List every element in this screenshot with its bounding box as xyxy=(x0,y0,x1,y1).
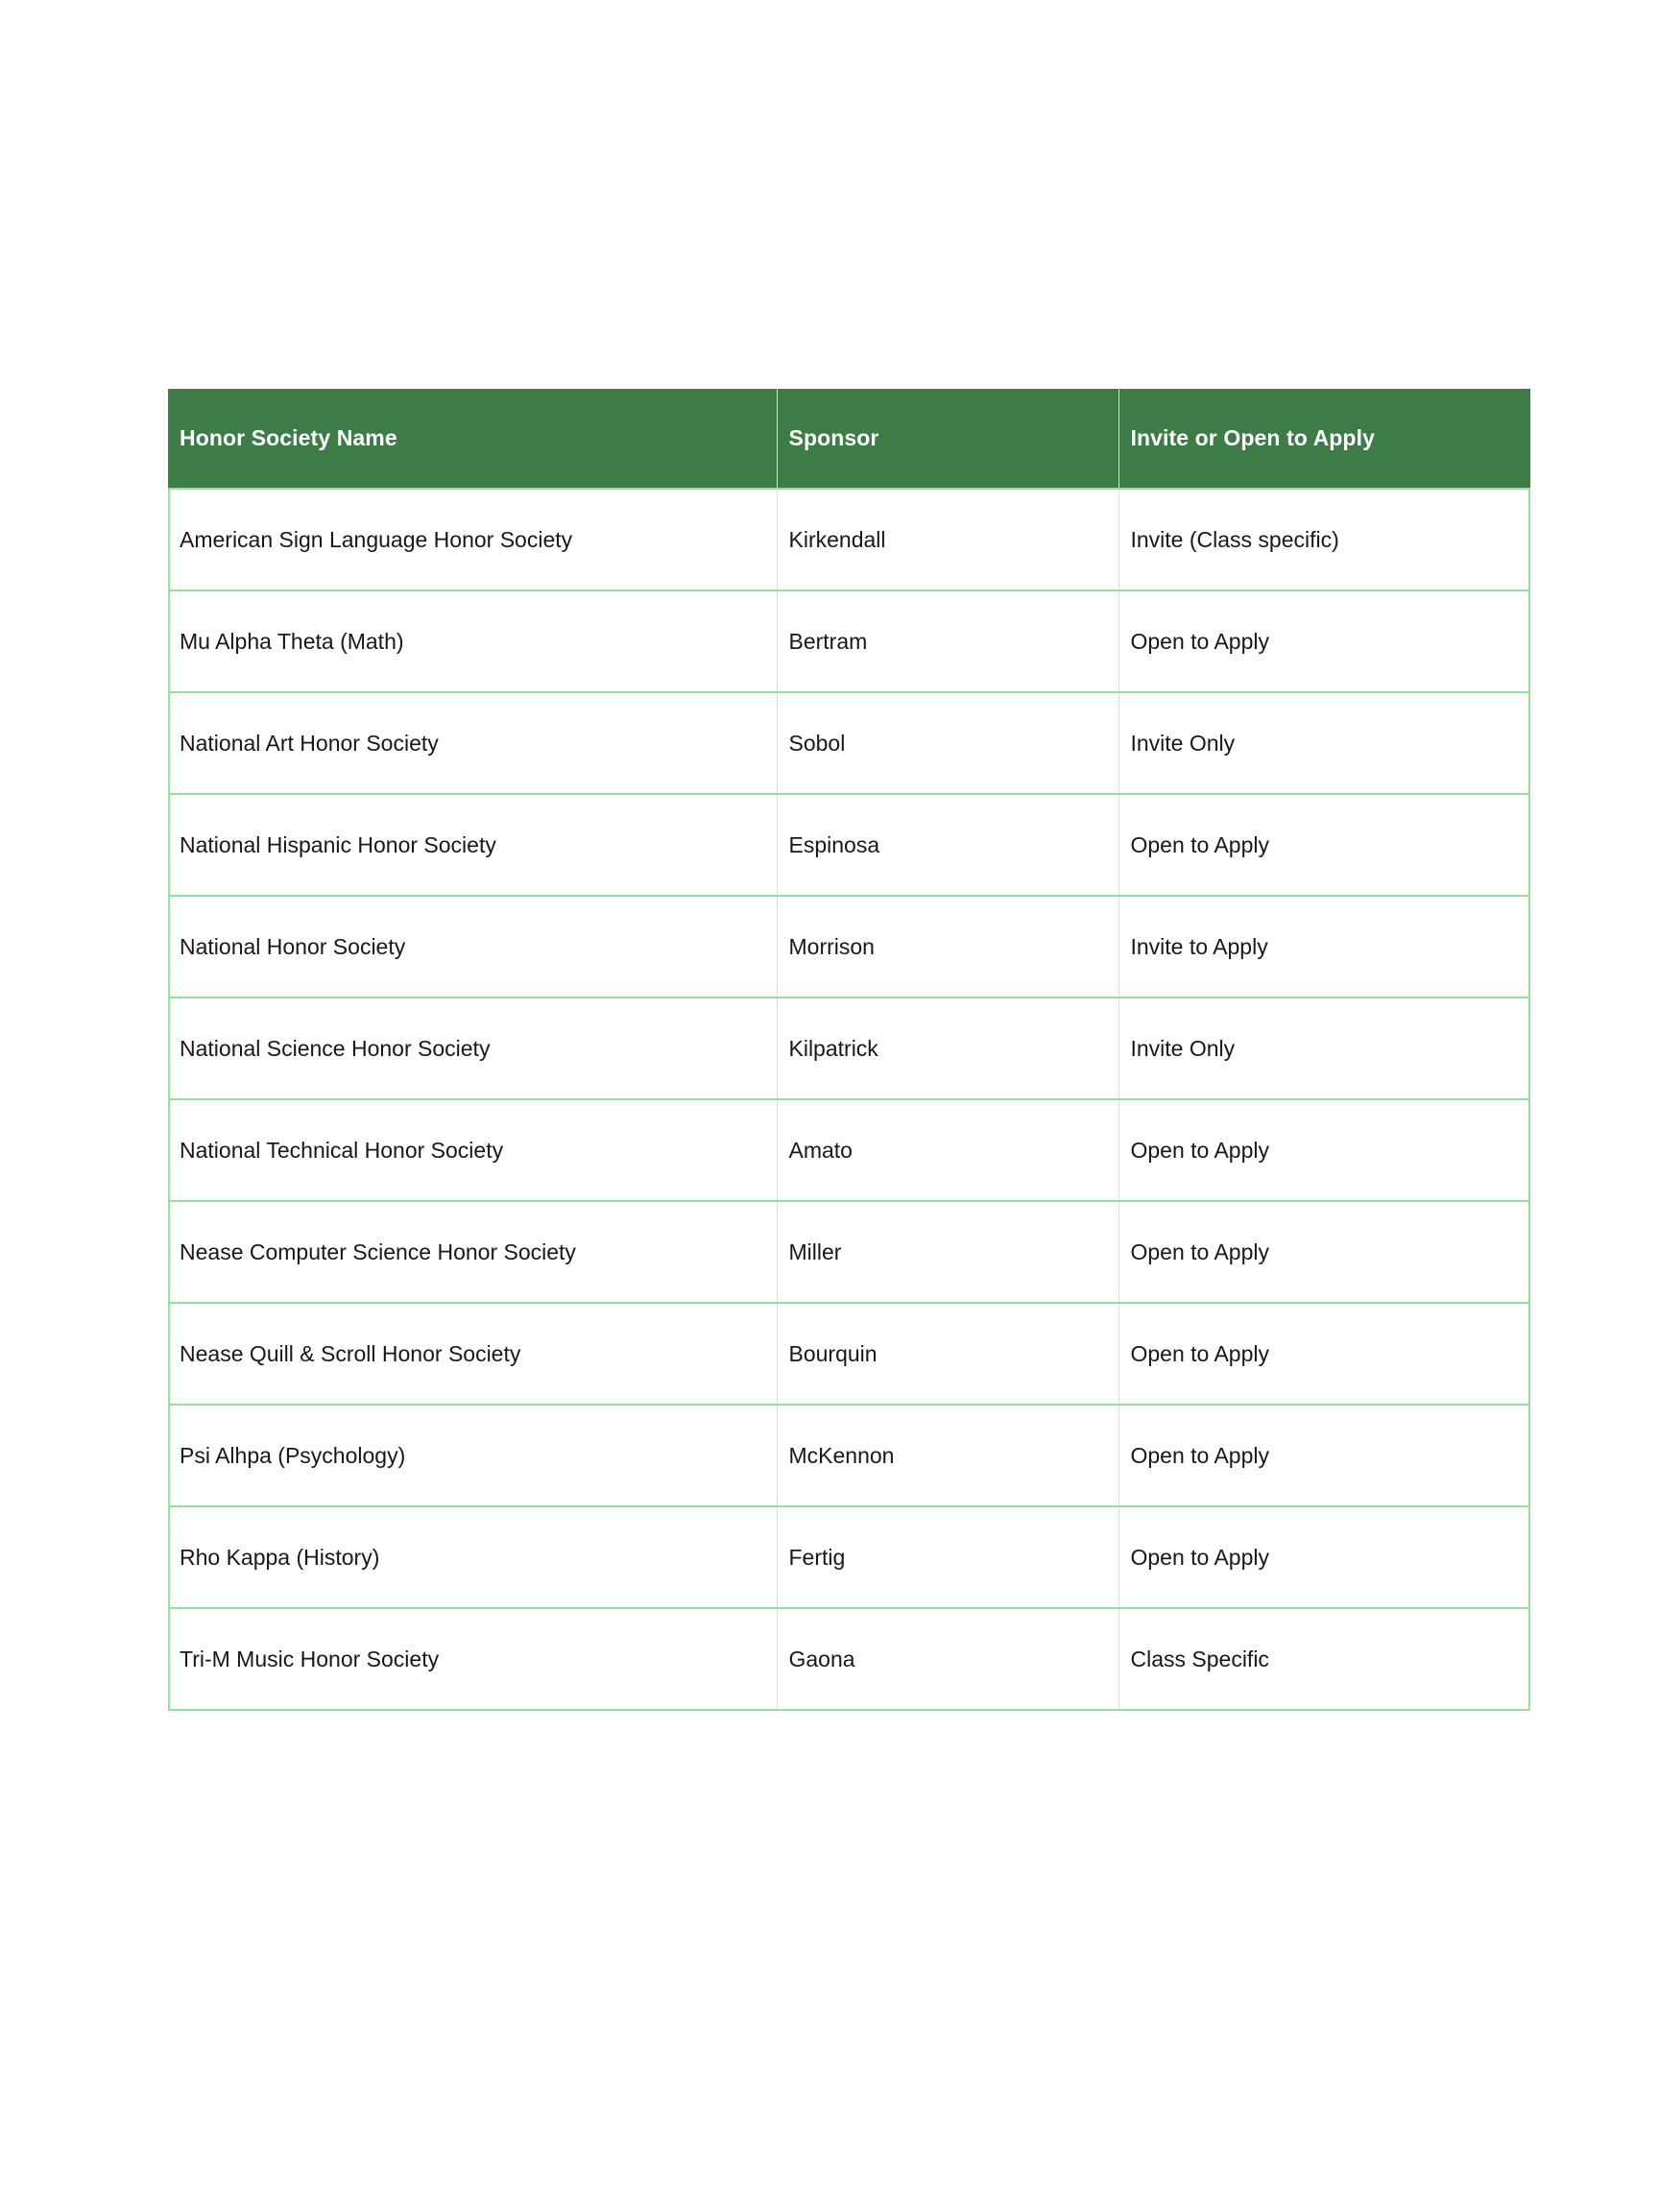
table-row xyxy=(168,1608,1530,1710)
table-row xyxy=(168,692,1530,794)
cell-honor-society-name: Nease Quill & Scroll Honor Society xyxy=(168,1303,777,1405)
table-row xyxy=(168,489,1530,590)
cell-sponsor: Sobol xyxy=(777,692,1118,794)
column-header-invite-or-open-to-apply: Invite or Open to Apply xyxy=(1118,389,1530,489)
cell-honor-society-name: American Sign Language Honor Society xyxy=(168,489,777,590)
table-body xyxy=(168,489,1530,1710)
table-row xyxy=(168,1099,1530,1201)
cell-sponsor: Bertram xyxy=(777,590,1118,692)
cell-honor-society-name: Nease Computer Science Honor Society xyxy=(168,1201,777,1303)
table-header xyxy=(168,389,1530,489)
cell-honor-society-name: Rho Kappa (History) xyxy=(168,1506,777,1608)
cell-invite: Open to Apply xyxy=(1118,1303,1530,1405)
cell-honor-society-name: National Science Honor Society xyxy=(168,998,777,1099)
cell-invite: Class Specific xyxy=(1118,1608,1530,1710)
cell-sponsor: Fertig xyxy=(777,1506,1118,1608)
cell-invite: Invite (Class specific) xyxy=(1118,489,1530,590)
column-header-sponsor: Sponsor xyxy=(777,389,1118,489)
honor-societies-table xyxy=(168,389,1530,1711)
cell-sponsor: Kirkendall xyxy=(777,489,1118,590)
cell-invite: Open to Apply xyxy=(1118,590,1530,692)
cell-invite: Invite Only xyxy=(1118,692,1530,794)
table-header-row xyxy=(168,389,1530,489)
table-row xyxy=(168,1405,1530,1506)
cell-honor-society-name: National Honor Society xyxy=(168,896,777,998)
cell-honor-society-name: Tri-M Music Honor Society xyxy=(168,1608,777,1710)
cell-invite: Invite to Apply xyxy=(1118,896,1530,998)
table-row xyxy=(168,1303,1530,1405)
cell-invite: Open to Apply xyxy=(1118,1099,1530,1201)
cell-sponsor: Morrison xyxy=(777,896,1118,998)
cell-sponsor: Bourquin xyxy=(777,1303,1118,1405)
cell-invite: Invite Only xyxy=(1118,998,1530,1099)
cell-invite: Open to Apply xyxy=(1118,1506,1530,1608)
column-header-honor-society-name: Honor Society Name xyxy=(168,389,777,489)
cell-sponsor: Espinosa xyxy=(777,794,1118,896)
cell-sponsor: McKennon xyxy=(777,1405,1118,1506)
cell-sponsor: Kilpatrick xyxy=(777,998,1118,1099)
cell-honor-society-name: National Technical Honor Society xyxy=(168,1099,777,1201)
table-row xyxy=(168,1201,1530,1303)
cell-honor-society-name: National Hispanic Honor Society xyxy=(168,794,777,896)
table-row xyxy=(168,590,1530,692)
cell-invite: Open to Apply xyxy=(1118,1405,1530,1506)
cell-honor-society-name: Psi Alhpa (Psychology) xyxy=(168,1405,777,1506)
cell-sponsor: Gaona xyxy=(777,1608,1118,1710)
table-row xyxy=(168,896,1530,998)
table-row xyxy=(168,998,1530,1099)
cell-honor-society-name: National Art Honor Society xyxy=(168,692,777,794)
cell-sponsor: Amato xyxy=(777,1099,1118,1201)
cell-honor-society-name: Mu Alpha Theta (Math) xyxy=(168,590,777,692)
honor-societies-table-container xyxy=(168,389,1530,1711)
cell-sponsor: Miller xyxy=(777,1201,1118,1303)
cell-invite: Open to Apply xyxy=(1118,1201,1530,1303)
cell-invite: Open to Apply xyxy=(1118,794,1530,896)
table-row xyxy=(168,794,1530,896)
table-row xyxy=(168,1506,1530,1608)
